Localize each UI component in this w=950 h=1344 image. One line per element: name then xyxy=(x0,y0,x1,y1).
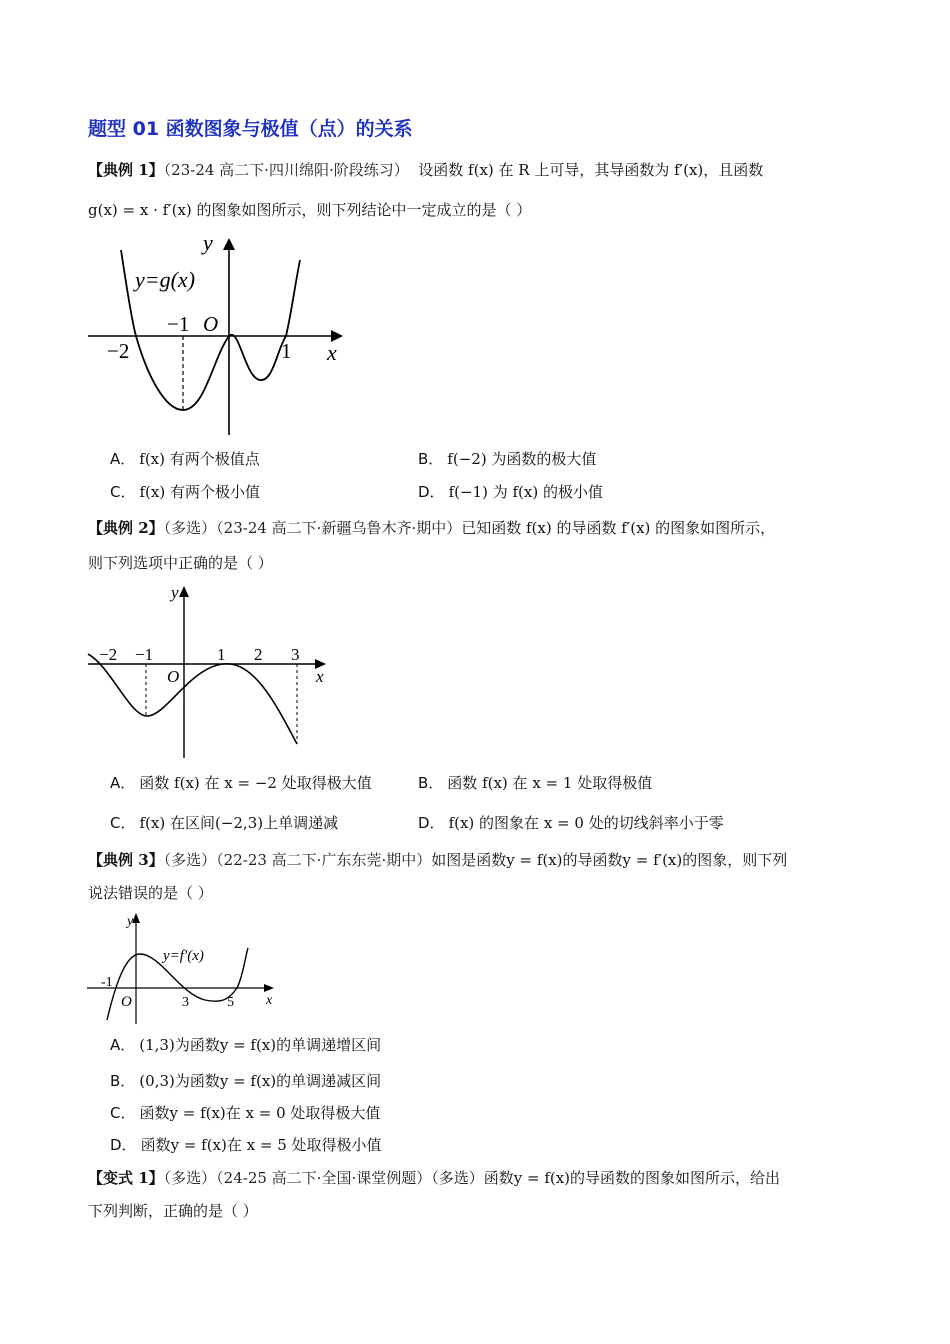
q3-x-arrow xyxy=(264,984,274,992)
v1-stem-2: 下列判断，正确的是（ ） xyxy=(88,1202,258,1220)
q1-option-b-letter: B． xyxy=(418,450,444,468)
q2-tick-3: 3 xyxy=(291,645,300,664)
q1-stem-1: 设函数 f(x) 在 R 上可导，其导函数为 f′(x)，且函数 xyxy=(418,161,764,179)
q1-option-c[interactable] xyxy=(110,481,260,502)
q2-origin-label: O xyxy=(167,667,180,686)
q2-option-a-text: 函数 f(x) 在 x = −2 处取得极大值 xyxy=(139,774,372,792)
q1-curve-label: y=g(x) xyxy=(135,267,196,292)
q3-y-label: y xyxy=(127,914,134,929)
q3-graph xyxy=(85,908,285,1028)
q3-option-c-text: 函数y = f(x)在 x = 0 处取得极大值 xyxy=(139,1104,381,1122)
q1-tick-1: 1 xyxy=(281,339,292,363)
v1-source: （多选）（24-25 高二下·全国·课堂例题） xyxy=(163,1169,432,1187)
q1-y-label: y xyxy=(203,230,213,255)
q3-stem-2: 说法错误的是（ ） xyxy=(88,884,213,902)
q1-option-d-letter: D． xyxy=(418,483,445,501)
q2-option-c-letter: C． xyxy=(110,814,136,832)
q1-origin-label: O xyxy=(203,312,219,336)
q3-option-c-letter: C． xyxy=(110,1104,136,1122)
q1-tick-neg1: −1 xyxy=(167,312,190,336)
q3-option-a[interactable] xyxy=(110,1034,381,1055)
q2-curve xyxy=(88,654,297,744)
q3-line1 xyxy=(88,850,787,870)
q3-option-b-text: (0,3)为函数y = f(x)的单调递减区间 xyxy=(139,1072,382,1090)
q1-stem-2: g(x) = x · f′(x) 的图象如图所示，则下列结论中一定成立的是（ ） xyxy=(88,201,532,219)
q3-source: （多选）（22-23 高二下·广东东莞·期中） xyxy=(163,851,432,869)
q2-tick-neg1: −1 xyxy=(135,645,154,664)
v1-stem-1: （多选）函数y = f(x)的导函数的图象如图所示，给出 xyxy=(431,1169,781,1187)
q1-graph xyxy=(85,230,355,440)
q3-option-c[interactable] xyxy=(110,1102,380,1123)
q1-option-c-letter: C． xyxy=(110,483,136,501)
q1-option-a-text: f(x) 有两个极值点 xyxy=(139,450,260,468)
q3-option-b[interactable] xyxy=(110,1070,381,1091)
q1-tick-neg2: −2 xyxy=(107,339,130,363)
q1-option-d[interactable] xyxy=(418,481,603,502)
v1-line1 xyxy=(88,1168,780,1188)
q2-x-label: x xyxy=(316,667,324,686)
q2-option-d-letter: D． xyxy=(418,814,445,832)
q1-y-arrow xyxy=(223,238,235,250)
q3-stem-1: 如图是函数y = f(x)的导函数y = f′(x)的图象，则下列 xyxy=(431,851,788,869)
q2-y-arrow xyxy=(179,586,189,597)
q2-tick-2: 2 xyxy=(254,645,263,664)
q2-tag: 【典例 2】 xyxy=(88,519,164,537)
q2-line1 xyxy=(88,518,775,538)
q3-tag: 【典例 3】 xyxy=(88,851,164,869)
q1-tag: 【典例 1】 xyxy=(88,161,164,179)
q1-option-d-text: f(−1) 为 f(x) 的极小值 xyxy=(448,483,603,501)
q1-x-label: x xyxy=(327,340,337,365)
q1-option-a-letter: A． xyxy=(110,450,136,468)
v1-tag: 【变式 1】 xyxy=(88,1169,164,1187)
q2-option-b-letter: B． xyxy=(418,774,444,792)
q2-option-b-text: 函数 f(x) 在 x = 1 处取得极值 xyxy=(447,774,653,792)
q1-option-c-text: f(x) 有两个极小值 xyxy=(139,483,260,501)
q1-option-b-text: f(−2) 为函数的极大值 xyxy=(447,450,597,468)
q2-option-c[interactable] xyxy=(110,812,338,833)
q2-option-d-text: f(x) 的图象在 x = 0 处的切线斜率小于零 xyxy=(448,814,724,832)
q3-tick-neg1: -1 xyxy=(101,975,113,990)
q3-tick-3: 3 xyxy=(182,995,189,1010)
q3-option-b-letter: B． xyxy=(110,1072,136,1090)
q2-source: （多选）（23-24 高二下·新疆乌鲁木齐·期中） xyxy=(163,519,462,537)
q2-graph xyxy=(85,582,335,760)
q3-option-d[interactable] xyxy=(110,1134,382,1155)
q2-stem-2: 则下列选项中正确的是（ ） xyxy=(88,554,273,572)
q3-option-d-text: 函数y = f(x)在 x = 5 处取得极小值 xyxy=(140,1136,382,1154)
q2-option-d[interactable] xyxy=(418,812,724,833)
q2-option-c-text: f(x) 在区间(−2,3)上单调递减 xyxy=(139,814,339,832)
q3-option-a-text: (1,3)为函数y = f(x)的单调递增区间 xyxy=(139,1036,382,1054)
q3-option-a-letter: A． xyxy=(110,1036,136,1054)
q1-source: （23-24 高二下·四川绵阳·阶段练习） xyxy=(163,161,409,179)
section-title: 题型 01 函数图象与极值（点）的关系 xyxy=(88,118,413,140)
q3-x-label: x xyxy=(266,993,273,1008)
q3-curve-label: y=f′(x) xyxy=(163,948,204,964)
q2-y-label: y xyxy=(171,583,179,602)
q1-option-a[interactable] xyxy=(110,448,260,469)
q2-stem-1: 已知函数 f(x) 的导函数 f′(x) 的图象如图所示， xyxy=(461,519,776,537)
q2-tick-neg2: −2 xyxy=(99,645,118,664)
q1-option-b[interactable] xyxy=(418,448,596,469)
q2-option-b[interactable] xyxy=(418,772,652,793)
q2-option-a-letter: A． xyxy=(110,774,136,792)
q3-option-d-letter: D． xyxy=(110,1136,137,1154)
q2-option-a[interactable] xyxy=(110,772,372,793)
q3-tick-5: 5 xyxy=(227,995,234,1010)
q1-line1 xyxy=(88,160,763,180)
q3-origin-label: O xyxy=(121,994,132,1010)
q2-tick-1: 1 xyxy=(217,645,226,664)
